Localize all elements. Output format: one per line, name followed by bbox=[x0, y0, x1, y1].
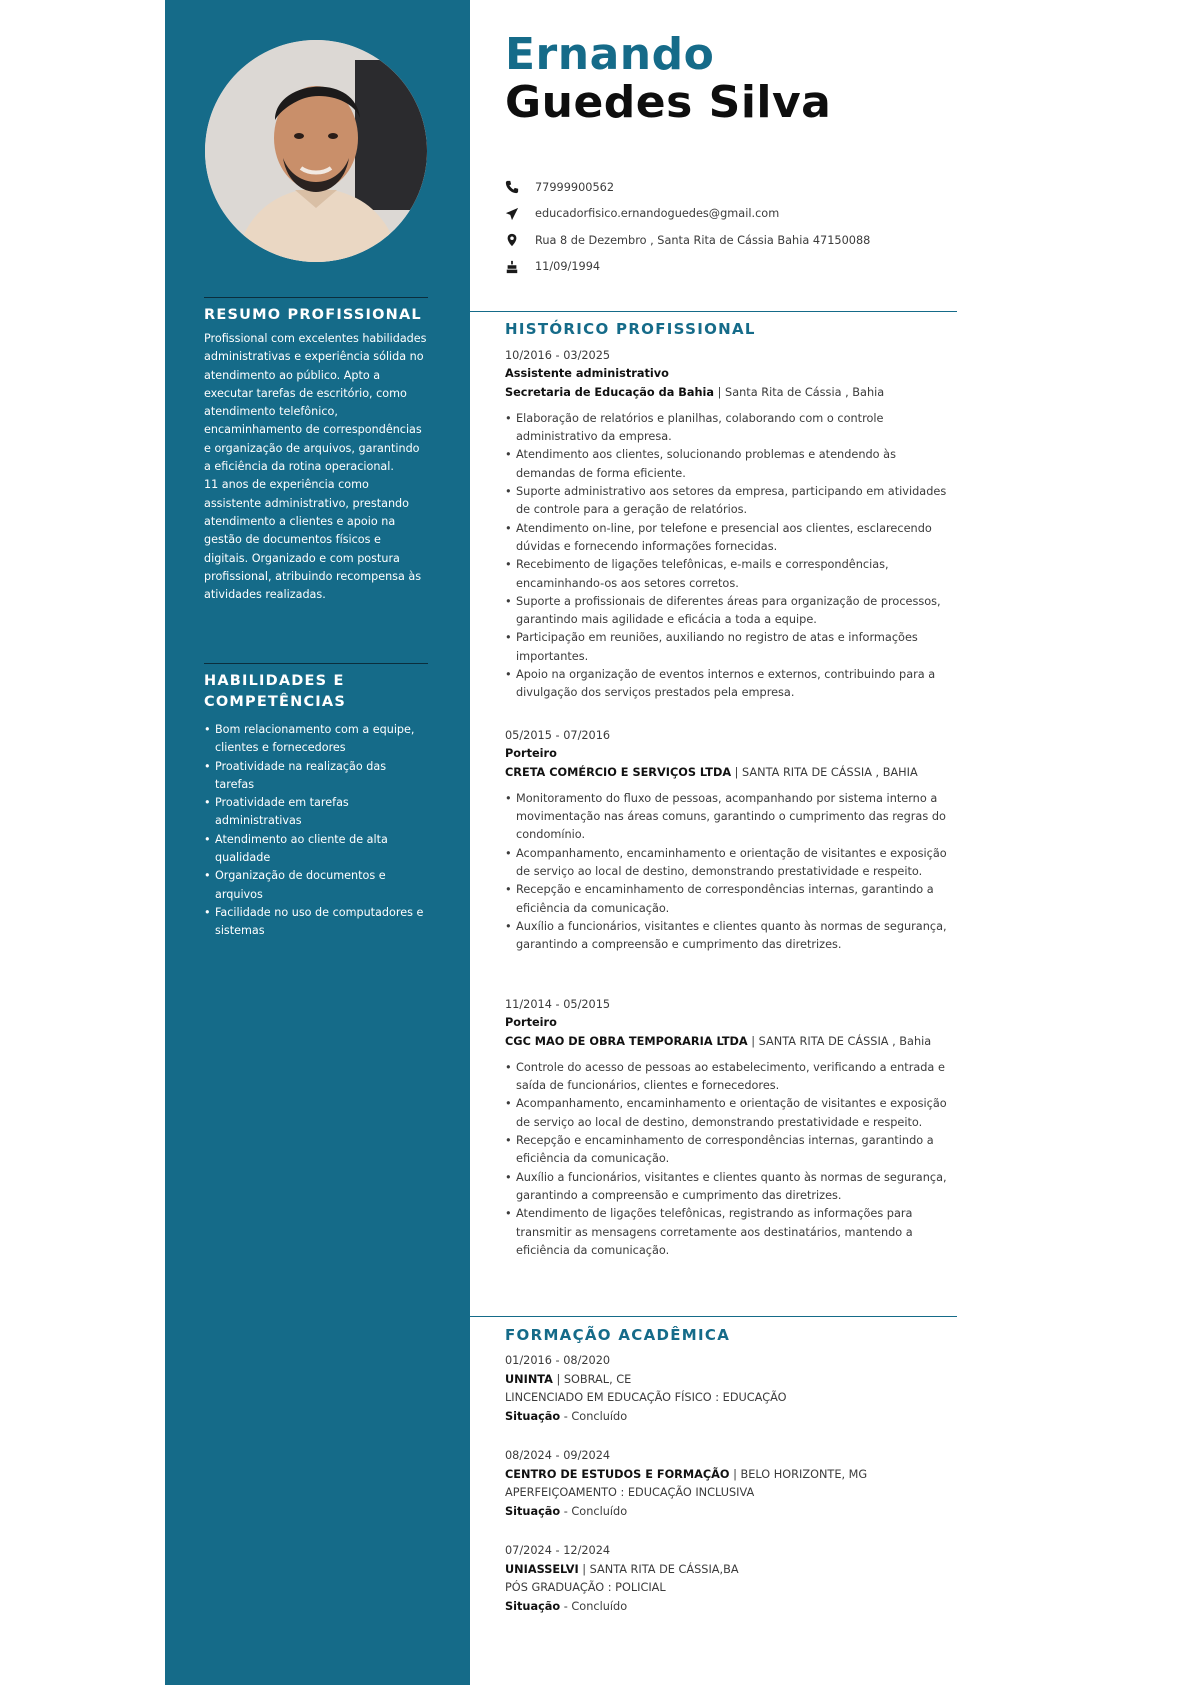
education-status: - Concluído bbox=[560, 1409, 628, 1423]
job-duty: • Recepção e encaminhamento de correspondências internas, garantindo a eficiência da comunicação. bbox=[505, 1132, 957, 1169]
job-location: | SANTA RITA DE CÁSSIA , BAHIA bbox=[731, 765, 918, 779]
job-duty: • Auxílio a funcionários, visitantes e clientes quanto às normas de segurança, garantindo a compreensão e cumprimento das diretrizes. bbox=[505, 1169, 957, 1206]
summary-text: Profissional com excelentes habilidades administrativas e experiência sólida no atendimento ao público. Apto a executar tarefas de escritório, como atendimento telefônico, encaminhamento de correspondências e organização de arquivos, garantindo a eficiência da rotina operacional. bbox=[204, 332, 427, 474]
education-status: - Concluído bbox=[560, 1504, 628, 1518]
education-period: 01/2016 - 08/2020 bbox=[505, 1354, 611, 1367]
skill-item: • Facilidade no uso de computadores e sistemas bbox=[204, 904, 428, 941]
job-entry bbox=[505, 727, 957, 955]
job-duty: • Recebimento de ligações telefônicas, e-mails e correspondências, encaminhando-os aos setores corretos. bbox=[505, 556, 957, 593]
birthdate-text: 11/09/1994 bbox=[535, 260, 601, 274]
job-duty: • Atendimento aos clientes, solucionando problemas e atendendo às demandas de forma eficiente. bbox=[505, 446, 957, 483]
education-divider bbox=[470, 1316, 957, 1317]
job-duty: • Participação em reuniões, auxiliando no registro de atas e informações importantes. bbox=[505, 629, 957, 666]
job-period: 10/2016 - 03/2025 bbox=[505, 349, 611, 362]
education-period: 07/2024 - 12/2024 bbox=[505, 1544, 611, 1557]
skill-item: • Organização de documentos e arquivos bbox=[204, 867, 428, 904]
job-role: Porteiro bbox=[505, 1016, 557, 1030]
contact-birthdate bbox=[505, 254, 925, 281]
skill-item: • Proatividade na realização das tarefas bbox=[204, 758, 428, 795]
job-company: CRETA COMÉRCIO E SERVIÇOS LTDA bbox=[505, 765, 732, 779]
job-duty: • Acompanhamento, encaminhamento e orientação de visitantes e exposição de serviço ao local de destino, demonstrando prestatividade e respeito. bbox=[505, 845, 957, 882]
job-duty: • Apoio na organização de eventos internos e externos, contribuindo para a divulgação dos serviços prestados pela empresa. bbox=[505, 666, 957, 703]
job-duty: • Suporte a profissionais de diferentes áreas para organização de processos, garantindo mais agilidade e eficácia a toda a equipe. bbox=[505, 593, 957, 630]
education-status: - Concluído bbox=[560, 1599, 628, 1613]
location-pin-icon bbox=[505, 233, 535, 247]
summary-divider bbox=[204, 297, 428, 298]
summary-text-experience: 11 anos de experiência como assistente administrativo, prestando atendimento a clientes e apoio na gestão de documentos físicos e digitais. Organizado e com postura profissional, atribuindo recompensa às atividades realizadas. bbox=[204, 478, 422, 602]
name-last: Guedes Silva bbox=[505, 77, 832, 128]
job-duties bbox=[505, 790, 957, 955]
email-text: educadorfisico.ernandoguedes@gmail.com bbox=[535, 207, 780, 221]
education-course: LINCENCIADO EM EDUCAÇÃO FÍSICO : EDUCAÇÃO bbox=[505, 1391, 787, 1404]
job-entry bbox=[505, 347, 957, 703]
education-course: PÓS GRADUAÇÃO : POLICIAL bbox=[505, 1581, 666, 1594]
education-status-label: Situação bbox=[505, 1409, 561, 1423]
job-duty: • Atendimento de ligações telefônicas, registrando as informações para transmitir as mensagens corretamente aos destinatários, mantendo a eficiência da comunicação. bbox=[505, 1205, 957, 1260]
education-school-line bbox=[505, 1371, 957, 1390]
profile-photo bbox=[205, 40, 427, 262]
history-title: HISTÓRICO PROFISSIONAL bbox=[505, 320, 756, 338]
skill-item: • Proatividade em tarefas administrativas bbox=[204, 794, 428, 831]
education-location: | SANTA RITA DE CÁSSIA,BA bbox=[578, 1562, 739, 1576]
education-entry bbox=[505, 1447, 957, 1521]
job-location: | Santa Rita de Cássia , Bahia bbox=[714, 385, 885, 399]
job-duty: • Acompanhamento, encaminhamento e orientação de visitantes e exposição de serviço ao local de destino, demonstrando prestatividade e respeito. bbox=[505, 1095, 957, 1132]
education-location: | SOBRAL, CE bbox=[552, 1372, 632, 1386]
education-entry bbox=[505, 1352, 957, 1426]
job-role: Assistente administrativo bbox=[505, 367, 669, 381]
birthday-cake-icon bbox=[505, 260, 535, 274]
summary-section bbox=[204, 297, 428, 604]
summary-title: RESUMO PROFISSIONAL bbox=[204, 307, 422, 323]
job-company-line bbox=[505, 764, 957, 782]
job-company-line bbox=[505, 384, 957, 402]
job-company: Secretaria de Educação da Bahia bbox=[505, 385, 715, 399]
education-status-line bbox=[505, 1598, 957, 1617]
job-entry bbox=[505, 996, 957, 1260]
job-period: 05/2015 - 07/2016 bbox=[505, 729, 611, 742]
skill-item: • Bom relacionamento com a equipe, clientes e fornecedores bbox=[204, 721, 428, 758]
job-duty: • Auxílio a funcionários, visitantes e clientes quanto às normas de segurança, garantindo a compreensão e cumprimento das diretrizes. bbox=[505, 918, 957, 955]
skills-divider bbox=[204, 663, 428, 664]
education-school: UNINTA bbox=[505, 1372, 553, 1386]
education-school-line bbox=[505, 1561, 957, 1580]
job-company-line bbox=[505, 1033, 957, 1051]
contact-address bbox=[505, 227, 925, 254]
education-entry bbox=[505, 1542, 957, 1616]
education-school-line bbox=[505, 1466, 957, 1485]
education-school: UNIASSELVI bbox=[505, 1562, 579, 1576]
job-duty: • Controle do acesso de pessoas ao estabelecimento, verificando a entrada e saída de funcionários, clientes e fornecedores. bbox=[505, 1059, 957, 1096]
contact-email bbox=[505, 201, 925, 228]
job-period: 11/2014 - 05/2015 bbox=[505, 998, 611, 1011]
skill-item: • Atendimento ao cliente de alta qualidade bbox=[204, 831, 428, 868]
send-icon bbox=[505, 207, 535, 221]
skills-list bbox=[204, 721, 428, 941]
phone-text: 77999900562 bbox=[535, 180, 615, 194]
skills-title: HABILIDADES E COMPETÊNCIAS bbox=[204, 673, 346, 710]
address-text: Rua 8 de Dezembro , Santa Rita de Cássia Bahia 47150088 bbox=[535, 233, 871, 247]
job-duty: • Suporte administrativo aos setores da empresa, participando em atividades de controle para a geração de relatórios. bbox=[505, 483, 957, 520]
name-first: Ernando bbox=[505, 29, 715, 80]
skills-section bbox=[204, 663, 428, 941]
job-role: Porteiro bbox=[505, 747, 557, 761]
contact-phone bbox=[505, 174, 925, 201]
education-status-line bbox=[505, 1408, 957, 1427]
job-company: CGC MAO DE OBRA TEMPORARIA LTDA bbox=[505, 1034, 748, 1048]
phone-icon bbox=[505, 180, 535, 194]
job-duty: • Elaboração de relatórios e planilhas, colaborando com o controle administrativo da empresa. bbox=[505, 410, 957, 447]
job-duty: • Monitoramento do fluxo de pessoas, acompanhando por sistema interno a movimentação nas áreas comuns, garantindo o cumprimento das regras do condomínio. bbox=[505, 790, 957, 845]
education-status-line bbox=[505, 1503, 957, 1522]
education-period: 08/2024 - 09/2024 bbox=[505, 1449, 611, 1462]
history-divider bbox=[470, 311, 957, 312]
profile-photo-image bbox=[205, 40, 427, 262]
education-title: FORMAÇÃO ACADÊMICA bbox=[505, 1326, 731, 1344]
education-course: APERFEIÇOAMENTO : EDUCAÇÃO INCLUSIVA bbox=[505, 1486, 755, 1499]
job-duties bbox=[505, 1059, 957, 1260]
education-status-label: Situação bbox=[505, 1599, 561, 1613]
job-duties bbox=[505, 410, 957, 703]
education-status-label: Situação bbox=[505, 1504, 561, 1518]
job-duty: • Atendimento on-line, por telefone e presencial aos clientes, esclarecendo dúvidas e fornecendo informações fornecidas. bbox=[505, 520, 957, 557]
job-location: | SANTA RITA DE CÁSSIA , Bahia bbox=[747, 1034, 932, 1048]
contact-list bbox=[505, 174, 925, 280]
education-school: CENTRO DE ESTUDOS E FORMAÇÃO bbox=[505, 1467, 730, 1481]
education-location: | BELO HORIZONTE, MG bbox=[729, 1467, 868, 1481]
job-duty: • Recepção e encaminhamento de correspondências internas, garantindo a eficiência da comunicação. bbox=[505, 881, 957, 918]
